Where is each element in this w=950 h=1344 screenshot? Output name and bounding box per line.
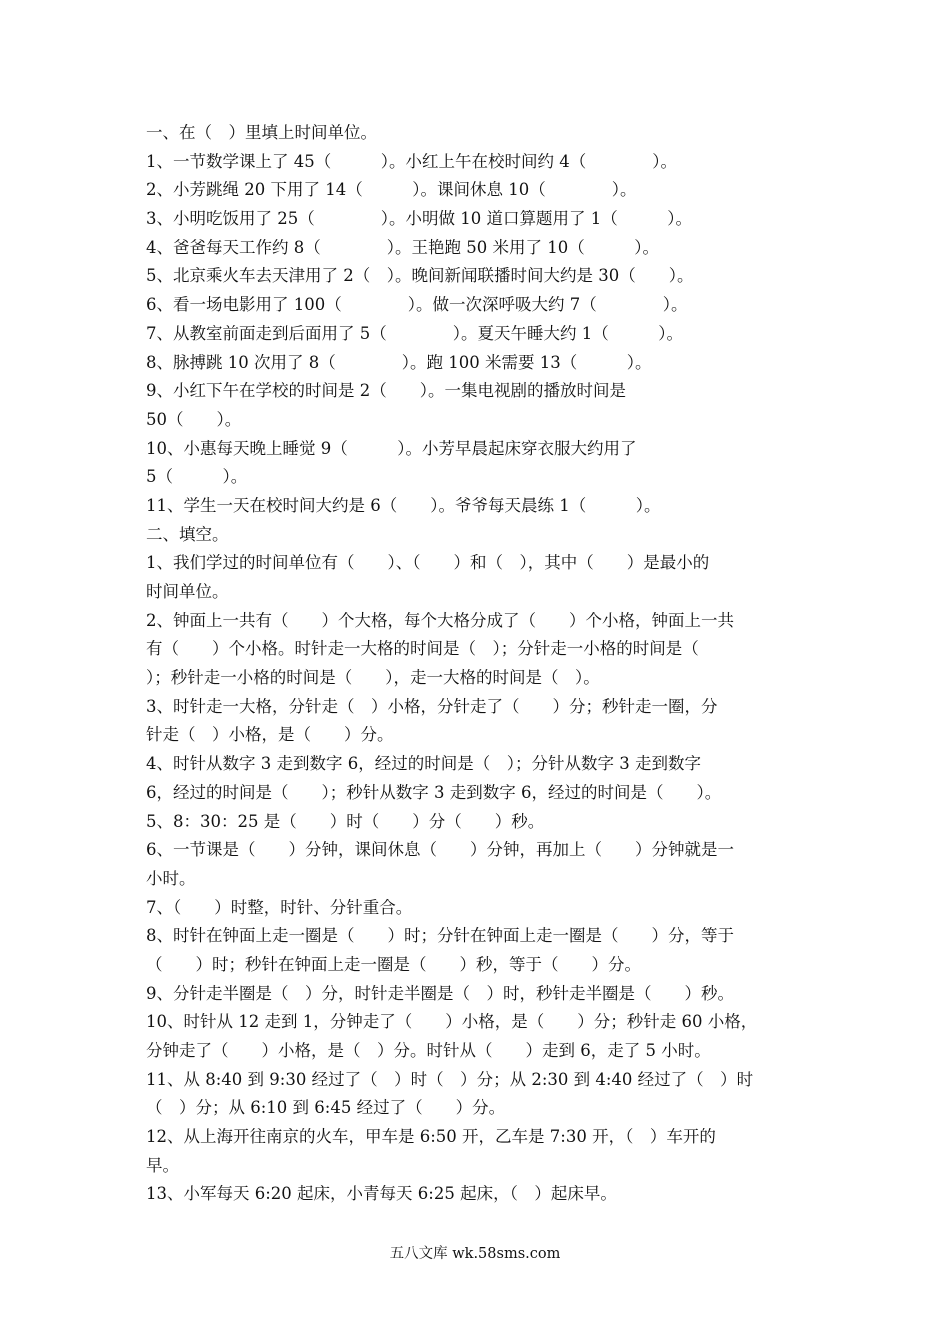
worksheet-line: 二、填空。 [146, 524, 229, 544]
worksheet-line: 8、时针在钟面上走一圈是（ ）时；分针在钟面上走一圈是（ ）分，等于 [146, 926, 734, 946]
worksheet-line: 4、时针从数字 3 走到数字 6，经过的时间是（ ）；分针从数字 3 走到数字 [146, 754, 701, 774]
worksheet-line: 时间单位。 [146, 582, 229, 601]
worksheet-line: 8、脉搏跳 10 次用了 8（ ）。跑 100 米需要 13（ ）。 [146, 352, 652, 372]
worksheet-line: 9、分针走半圈是（ ）分，时针走半圈是（ ）时，秒针走半圈是（ ）秒。 [146, 983, 734, 1003]
worksheet-line: 11、从 8:40 到 9:30 经过了（ ）时（ ）分；从 2:30 到 4:40 经过了（ ）时 [146, 1069, 754, 1089]
worksheet-line: 小时。 [146, 868, 196, 888]
worksheet-line: 6、看一场电影用了 100（ ）。做一次深呼吸大约 7（ ）。 [146, 295, 688, 315]
worksheet-line: 50（ ）。 [146, 409, 242, 429]
worksheet-line: 分钟走了（ ）小格，是（ ）分。时针从（ ）走到 6，走了 5 小时。 [146, 1041, 711, 1060]
worksheet-line: 针走（ ）小格，是（ ）分。 [146, 725, 394, 745]
footer-watermark: 五八文库 wk.58sms.com [389, 1246, 561, 1262]
worksheet-line: 一、在（ ）里填上时间单位。 [146, 123, 377, 142]
worksheet-line: 早。 [146, 1155, 179, 1175]
worksheet-line: 5（ ）。 [146, 467, 248, 487]
worksheet-line: 10、时针从 12 走到 1，分钟走了（ ）小格，是（ ）分；秒针走 60 小格， [146, 1012, 758, 1032]
worksheet-line: 2、小芳跳绳 20 下用了 14（ ）。课间休息 10（ ）。 [146, 180, 637, 200]
worksheet-line: 有（ ）个小格。时针走一大格的时间是（ ）；分针走一小格的时间是（ [146, 639, 699, 659]
worksheet-line: 1、我们学过的时间单位有（ ）、（ ）和（ ），其中（ ）是最小的 [146, 553, 710, 573]
worksheet-line: 2、钟面上一共有（ ）个大格，每个大格分成了（ ）个小格，钟面上一共 [146, 610, 734, 630]
worksheet-line: （ ）分；从 6:10 到 6:45 经过了（ ）分。 [146, 1098, 506, 1118]
worksheet-line: 3、时针走一大格，分针走（ ）小格，分针走了（ ）分；秒针走一圈，分 [146, 696, 718, 716]
worksheet-body [146, 119, 811, 1209]
worksheet-line: 9、小红下午在学校的时间是 2（ ）。一集电视剧的播放时间是 [146, 381, 626, 401]
worksheet-line: 7、（ ）时整，时针、分针重合。 [146, 897, 413, 917]
worksheet-line: 10、小惠每天晚上睡觉 9（ ）。小芳早晨起床穿衣服大约用了 [146, 438, 637, 458]
worksheet-line: 13、小军每天 6:20 起床，小青每天 6:25 起床，（ ）起床早。 [146, 1184, 617, 1204]
worksheet-line: 6，经过的时间是（ ）；秒针从数字 3 走到数字 6，经过的时间是（ ）。 [146, 782, 722, 802]
worksheet-line: （ ）时；秒针在钟面上走一圈是（ ）秒，等于（ ）分。 [146, 954, 641, 974]
worksheet-line: 5、8：30：25 是（ ）时（ ）分（ ）秒。 [146, 811, 545, 831]
worksheet-line: 7、从教室前面走到后面用了 5（ ）。夏天午睡大约 1（ ）。 [146, 323, 683, 343]
worksheet-line: 3、小明吃饭用了 25（ ）。小明做 10 道口算题用了 1（ ）。 [146, 209, 692, 229]
worksheet-line: 5、北京乘火车去天津用了 2（ ）。晚间新闻联播时间大约是 30（ ）。 [146, 266, 694, 286]
worksheet-line: ）；秒针走一小格的时间是（ ），走一大格的时间是（ ）。 [146, 668, 600, 688]
worksheet-line: 4、爸爸每天工作约 8（ ）。王艳跑 50 米用了 10（ ）。 [146, 237, 659, 257]
worksheet-line: 11、学生一天在校时间大约是 6（ ）。爷爷每天晨练 1（ ）。 [146, 495, 661, 515]
worksheet-line: 12、从上海开往南京的火车，甲车是 6:50 开，乙车是 7:30 开，（ ）车开的 [146, 1127, 716, 1147]
worksheet-line: 6、一节课是（ ）分钟，课间休息（ ）分钟，再加上（ ）分钟就是一 [146, 840, 734, 860]
worksheet-line: 1、一节数学课上了 45（ ）。小红上午在校时间约 4（ ）。 [146, 151, 677, 171]
